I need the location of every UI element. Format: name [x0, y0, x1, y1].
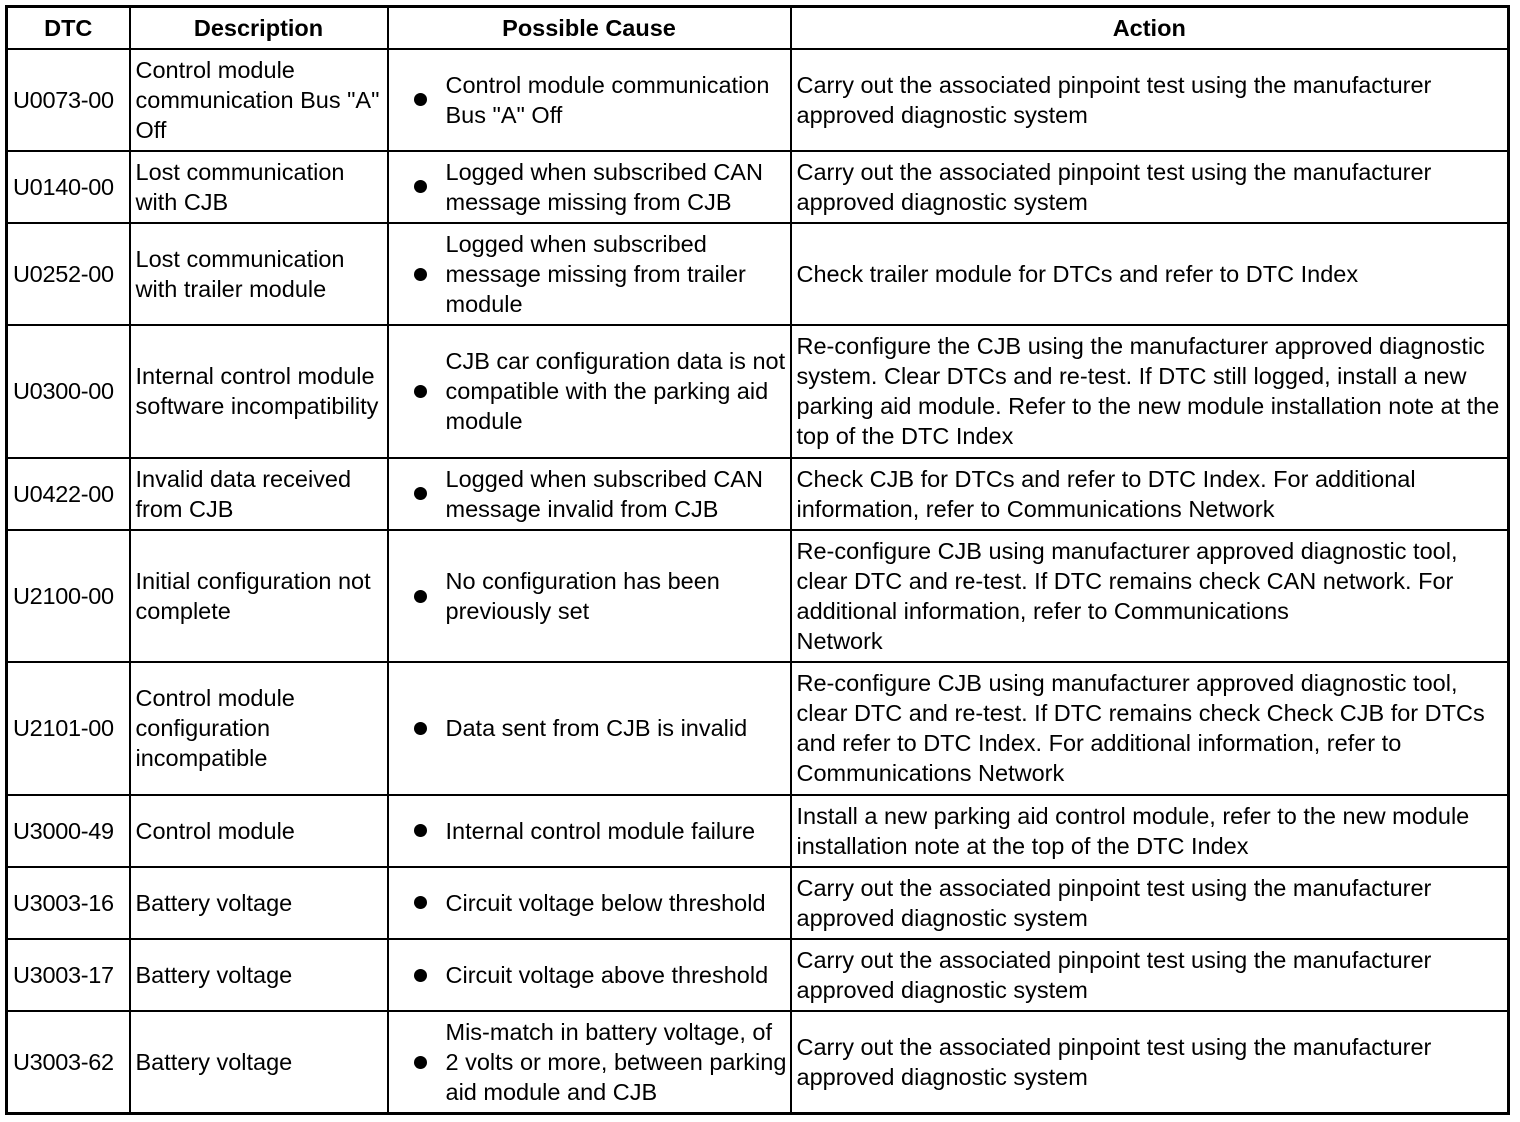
table-row [7, 530, 1509, 662]
dtc-code: U2100-00 [7, 530, 130, 662]
possible-cause [388, 1011, 791, 1113]
dtc-code: U0252-00 [7, 223, 130, 325]
action: Carry out the associated pinpoint test using the manufacturer approved diagnostic system [791, 939, 1509, 1011]
dtc-description: Internal control module software incompatibility [130, 325, 388, 457]
dtc-code: U2101-00 [7, 662, 130, 794]
dtc-table [5, 5, 1510, 1115]
dtc-code: U0300-00 [7, 325, 130, 457]
possible-cause-text: Logged when subscribed message missing from trailer module [445, 231, 746, 318]
dtc-code: U3003-62 [7, 1011, 130, 1113]
dtc-code: U0073-00 [7, 49, 130, 151]
action: Check trailer module for DTCs and refer to DTC Index [791, 223, 1509, 325]
possible-cause [388, 151, 791, 223]
bullet-icon [414, 896, 427, 909]
bullet-icon [414, 180, 427, 193]
possible-cause [388, 325, 791, 457]
possible-cause-text: Data sent from CJB is invalid [445, 715, 748, 742]
action: Re-configure the CJB using the manufacturer approved diagnostic system. Clear DTCs and re-test. If DTC still logged, install a new parking aid module. Refer to the new module installation note at the top of the DTC Index [791, 325, 1509, 457]
table-row [7, 662, 1509, 794]
bullet-icon [414, 824, 427, 837]
bullet-icon [414, 268, 427, 281]
possible-cause-text: No configuration has been previously set [445, 568, 720, 624]
header-action: Action [791, 7, 1509, 49]
dtc-code: U3003-16 [7, 867, 130, 939]
header-dtc: DTC [7, 7, 130, 49]
action: Re-configure CJB using manufacturer approved diagnostic tool, clear DTC and re-test. If DTC remains check Check CJB for DTCs and refer to DTC Index. For additional information, refer to Communications Network [791, 662, 1509, 794]
dtc-description: Battery voltage [130, 867, 388, 939]
possible-cause-text: Logged when subscribed CAN message missing from CJB [445, 158, 763, 215]
table-row [7, 939, 1509, 1011]
bullet-icon [414, 93, 427, 106]
dtc-code: U0140-00 [7, 151, 130, 223]
dtc-code: U3000-49 [7, 795, 130, 867]
possible-cause [388, 867, 791, 939]
possible-cause-text: Control module communication Bus "A" Off [445, 71, 770, 128]
table-row [7, 325, 1509, 457]
dtc-code: U3003-17 [7, 939, 130, 1011]
possible-cause [388, 458, 791, 530]
action: Carry out the associated pinpoint test using the manufacturer approved diagnostic system [791, 867, 1509, 939]
dtc-description: Lost communication with trailer module [130, 223, 388, 325]
bullet-icon [414, 487, 427, 500]
action [791, 530, 1509, 662]
dtc-description: Invalid data received from CJB [130, 458, 388, 530]
dtc-description: Battery voltage [130, 1011, 388, 1113]
possible-cause-text: Logged when subscribed CAN message invalid from CJB [445, 465, 763, 522]
dtc-description: Initial configuration not complete [130, 530, 388, 662]
header-row [7, 7, 1509, 49]
dtc-code: U0422-00 [7, 458, 130, 530]
dtc-description: Control module [130, 795, 388, 867]
dtc-description: Control module communication Bus "A" Off [130, 49, 388, 151]
bullet-icon [414, 969, 427, 982]
table-row [7, 223, 1509, 325]
table-row [7, 458, 1509, 530]
action-text: Re-configure CJB using manufacturer approved diagnostic tool, clear DTC and re-test. If DTC remains check CAN network. For additional information, refer to Communications [796, 538, 1458, 624]
possible-cause-text: Circuit voltage above threshold [445, 962, 769, 989]
table-row [7, 151, 1509, 223]
action: Carry out the associated pinpoint test using the manufacturer approved diagnostic system [791, 151, 1509, 223]
table-row [7, 867, 1509, 939]
action-text-continued: Network [796, 628, 883, 654]
possible-cause [388, 49, 791, 151]
possible-cause [388, 223, 791, 325]
possible-cause [388, 795, 791, 867]
table-row [7, 49, 1509, 151]
bullet-icon [414, 590, 427, 603]
possible-cause [388, 939, 791, 1011]
header-description: Description [130, 7, 388, 49]
dtc-description: Lost communication with CJB [130, 151, 388, 223]
possible-cause-text: Mis-match in battery voltage, of 2 volts or more, between parking aid module and CJB [445, 1019, 787, 1106]
table-row [7, 1011, 1509, 1113]
possible-cause [388, 530, 791, 662]
bullet-icon [414, 722, 427, 735]
action: Carry out the associated pinpoint test using the manufacturer approved diagnostic system [791, 1011, 1509, 1113]
bullet-icon [414, 1056, 427, 1069]
dtc-description: Control module configuration incompatible [130, 662, 388, 794]
table-row [7, 795, 1509, 867]
possible-cause-text: Circuit voltage below threshold [445, 889, 766, 916]
possible-cause [388, 662, 791, 794]
possible-cause-text: Internal control module failure [445, 817, 756, 844]
possible-cause-text: CJB car configuration data is not compatible with the parking aid module [445, 348, 786, 435]
dtc-description: Battery voltage [130, 939, 388, 1011]
action: Carry out the associated pinpoint test using the manufacturer approved diagnostic system [791, 49, 1509, 151]
action: Install a new parking aid control module, refer to the new module installation note at the top of the DTC Index [791, 795, 1509, 867]
action: Check CJB for DTCs and refer to DTC Index. For additional information, refer to Communications Network [791, 458, 1509, 530]
bullet-icon [414, 385, 427, 398]
header-possible-cause: Possible Cause [388, 7, 791, 49]
